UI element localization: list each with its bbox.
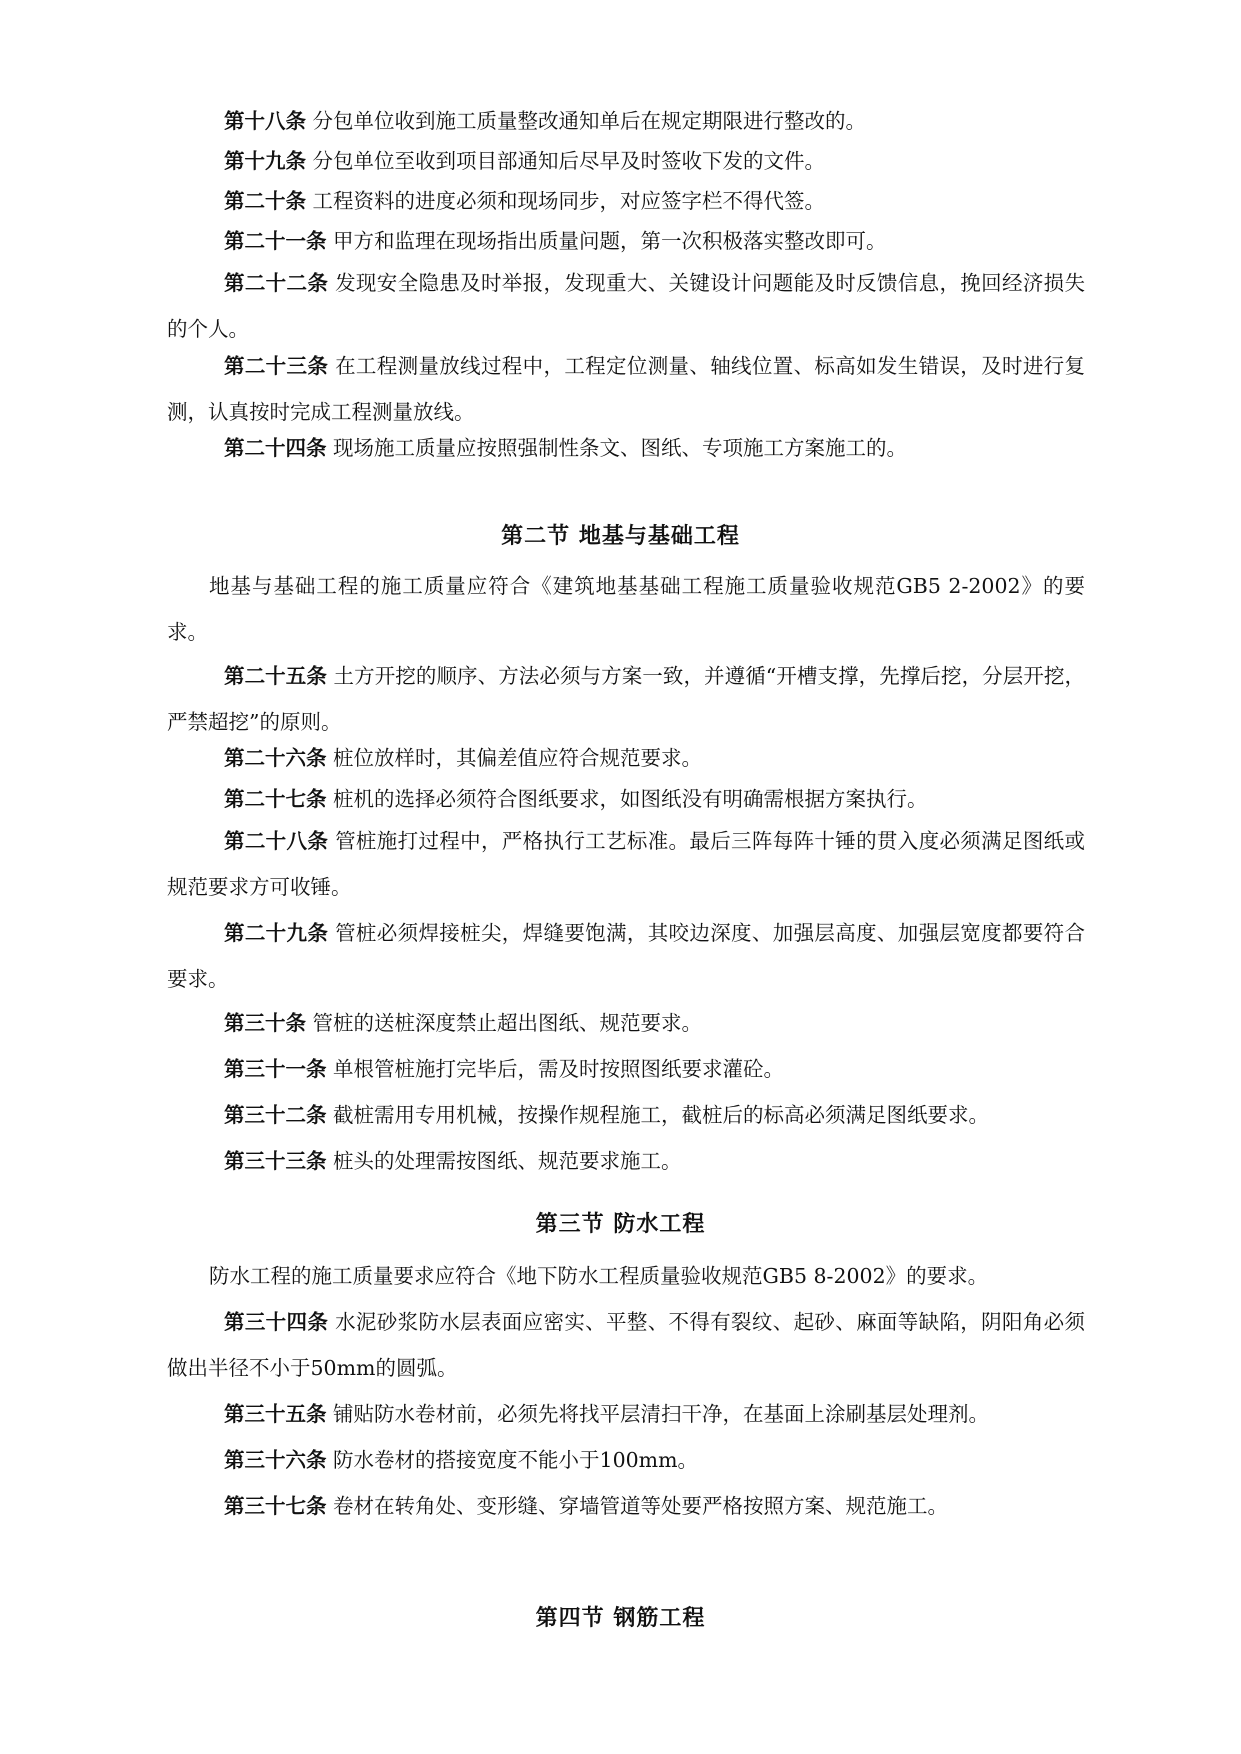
article-text: 桩头的处理需按图纸、规范要求施工。 <box>333 1149 682 1173</box>
article-label: 第二十六条 <box>224 746 327 770</box>
article-label: 第十九条 <box>224 149 306 173</box>
article-label: 第二十七条 <box>224 787 327 811</box>
article-text: 在工程测量放线过程中，工程定位测量、轴线位置、标高如发生错误，及时进行复测，认真按时完成工程测量放线。 <box>167 354 1086 424</box>
article-text: 分包单位收到施工质量整改通知单后在规定期限进行整改的。 <box>312 109 867 133</box>
article-label: 第十八条 <box>224 109 306 133</box>
article-text: 发现安全隐患及时举报，发现重大、关键设计问题能及时反馈信息，挽回经济损失的个人。 <box>167 271 1086 341</box>
article-text: 桩机的选择必须符合图纸要求，如图纸没有明确需根据方案执行。 <box>333 787 928 811</box>
article-text: 防水卷材的搭接宽度不能小于100mm。 <box>333 1448 699 1472</box>
article-label: 第二十三条 <box>224 354 329 378</box>
article-text: 管桩必须焊接桩尖，焊缝要饱满，其咬边深度、加强层高度、加强层宽度都要符合要求。 <box>167 921 1086 991</box>
article-text: 管桩施打过程中，严格执行工艺标准。最后三阵每阵十锤的贯入度必须满足图纸或规范要求方可收锤。 <box>167 829 1086 899</box>
article-22 <box>167 260 1085 352</box>
section-title: 第二节 地基与基础工程 <box>501 524 740 549</box>
article-26 <box>167 735 1085 781</box>
article-text: 甲方和监理在现场指出质量问题，第一次积极落实整改即可。 <box>333 229 887 253</box>
article-text: 管桩的送桩深度禁止超出图纸、规范要求。 <box>312 1011 703 1035</box>
article-label: 第三十条 <box>224 1011 306 1035</box>
article-text: 桩位放样时，其偏差值应符合规范要求。 <box>333 746 703 770</box>
article-label: 第三十七条 <box>224 1494 327 1518</box>
article-30 <box>167 1000 1085 1046</box>
article-33 <box>167 1138 1085 1184</box>
article-34 <box>167 1299 1085 1391</box>
article-label: 第二十四条 <box>224 436 327 460</box>
article-32 <box>167 1092 1085 1138</box>
article-37 <box>167 1483 1085 1529</box>
article-label: 第三十五条 <box>224 1402 327 1426</box>
article-label: 第三十三条 <box>224 1149 327 1173</box>
section-title: 第三节 防水工程 <box>535 1212 706 1237</box>
article-text: 分包单位至收到项目部通知后尽早及时签收下发的文件。 <box>312 149 826 173</box>
article-27 <box>167 776 1085 822</box>
article-31 <box>167 1046 1085 1092</box>
article-21 <box>167 218 1085 264</box>
article-text: 截桩需用专用机械，按操作规程施工，截桩后的标高必须满足图纸要求。 <box>333 1103 990 1127</box>
article-label: 第二十九条 <box>224 921 329 945</box>
article-label: 第三十一条 <box>224 1057 327 1081</box>
article-label: 第三十二条 <box>224 1103 327 1127</box>
article-text: 卷材在转角处、变形缝、穿墙管道等处要严格按照方案、规范施工。 <box>333 1494 949 1518</box>
article-label: 第二十一条 <box>224 229 327 253</box>
article-label: 第二十条 <box>224 189 306 213</box>
article-label: 第三十六条 <box>224 1448 327 1472</box>
article-24 <box>167 425 1085 471</box>
section-title: 第四节 钢筋工程 <box>535 1606 706 1631</box>
section-intro: 地基与基础工程的施工质量应符合《建筑地基基础工程施工质量验收规范GB5 2-2002》的要求。 <box>167 574 1085 644</box>
section-intro: 防水工程的施工质量要求应符合《地下防水工程质量验收规范GB5 8-2002》的要求。 <box>209 1264 989 1288</box>
article-25 <box>167 653 1085 745</box>
article-label: 第二十八条 <box>224 829 329 853</box>
article-35 <box>167 1391 1085 1437</box>
article-label: 第三十四条 <box>224 1310 329 1334</box>
article-text: 水泥砂浆防水层表面应密实、平整、不得有裂纹、起砂、麻面等缺陷，阴阳角必须做出半径不小于50mm的圆弧。 <box>167 1310 1086 1380</box>
article-29 <box>167 910 1085 1002</box>
article-text: 土方开挖的顺序、方法必须与方案一致，并遵循“开槽支撑，先撑后挖，分层开挖，严禁超挖”的原则。 <box>167 664 1085 734</box>
article-text: 单根管桩施打完毕后，需及时按照图纸要求灌砼。 <box>333 1057 785 1081</box>
article-text: 工程资料的进度必须和现场同步，对应签字栏不得代签。 <box>312 189 826 213</box>
article-label: 第二十五条 <box>224 664 327 688</box>
article-text: 现场施工质量应按照强制性条文、图纸、专项施工方案施工的。 <box>333 436 908 460</box>
article-36 <box>167 1437 1085 1483</box>
article-23 <box>167 343 1085 435</box>
article-28 <box>167 818 1085 910</box>
article-label: 第二十二条 <box>224 271 329 295</box>
article-text: 铺贴防水卷材前，必须先将找平层清扫干净，在基面上涂刷基层处理剂。 <box>333 1402 990 1426</box>
